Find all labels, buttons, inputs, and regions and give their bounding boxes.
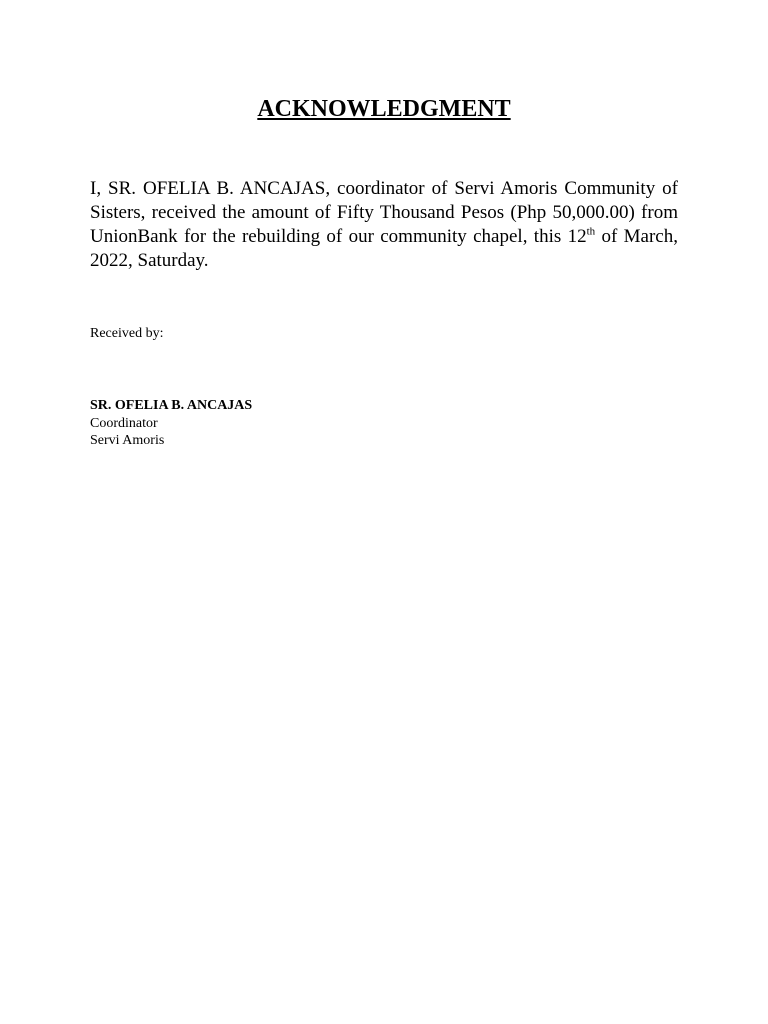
ordinal-suffix: th xyxy=(586,225,596,238)
signatory-position: Coordinator xyxy=(90,415,158,431)
signatory-organization: Servi Amoris xyxy=(90,433,165,448)
paragraph-text-start: I, SR. OFELIA B. ANCAJAS, coordinator of Servi Amoris Community of Sisters, received the amount of Fifty Thousand Pesos (Php 50,000.00) from UnionBank for the rebuilding of our community chapel, this 12 xyxy=(90,178,678,247)
paragraph-text-end: of March, 2022, Saturday. xyxy=(90,226,678,271)
signatory-name: SR. OFELIA B. ANCAJAS xyxy=(90,398,253,413)
acknowledgment-paragraph xyxy=(90,177,678,273)
received-by-label: Received by: xyxy=(90,326,164,341)
document-title: ACKNOWLEDGMENT xyxy=(257,96,511,122)
signatory-block xyxy=(90,397,252,450)
